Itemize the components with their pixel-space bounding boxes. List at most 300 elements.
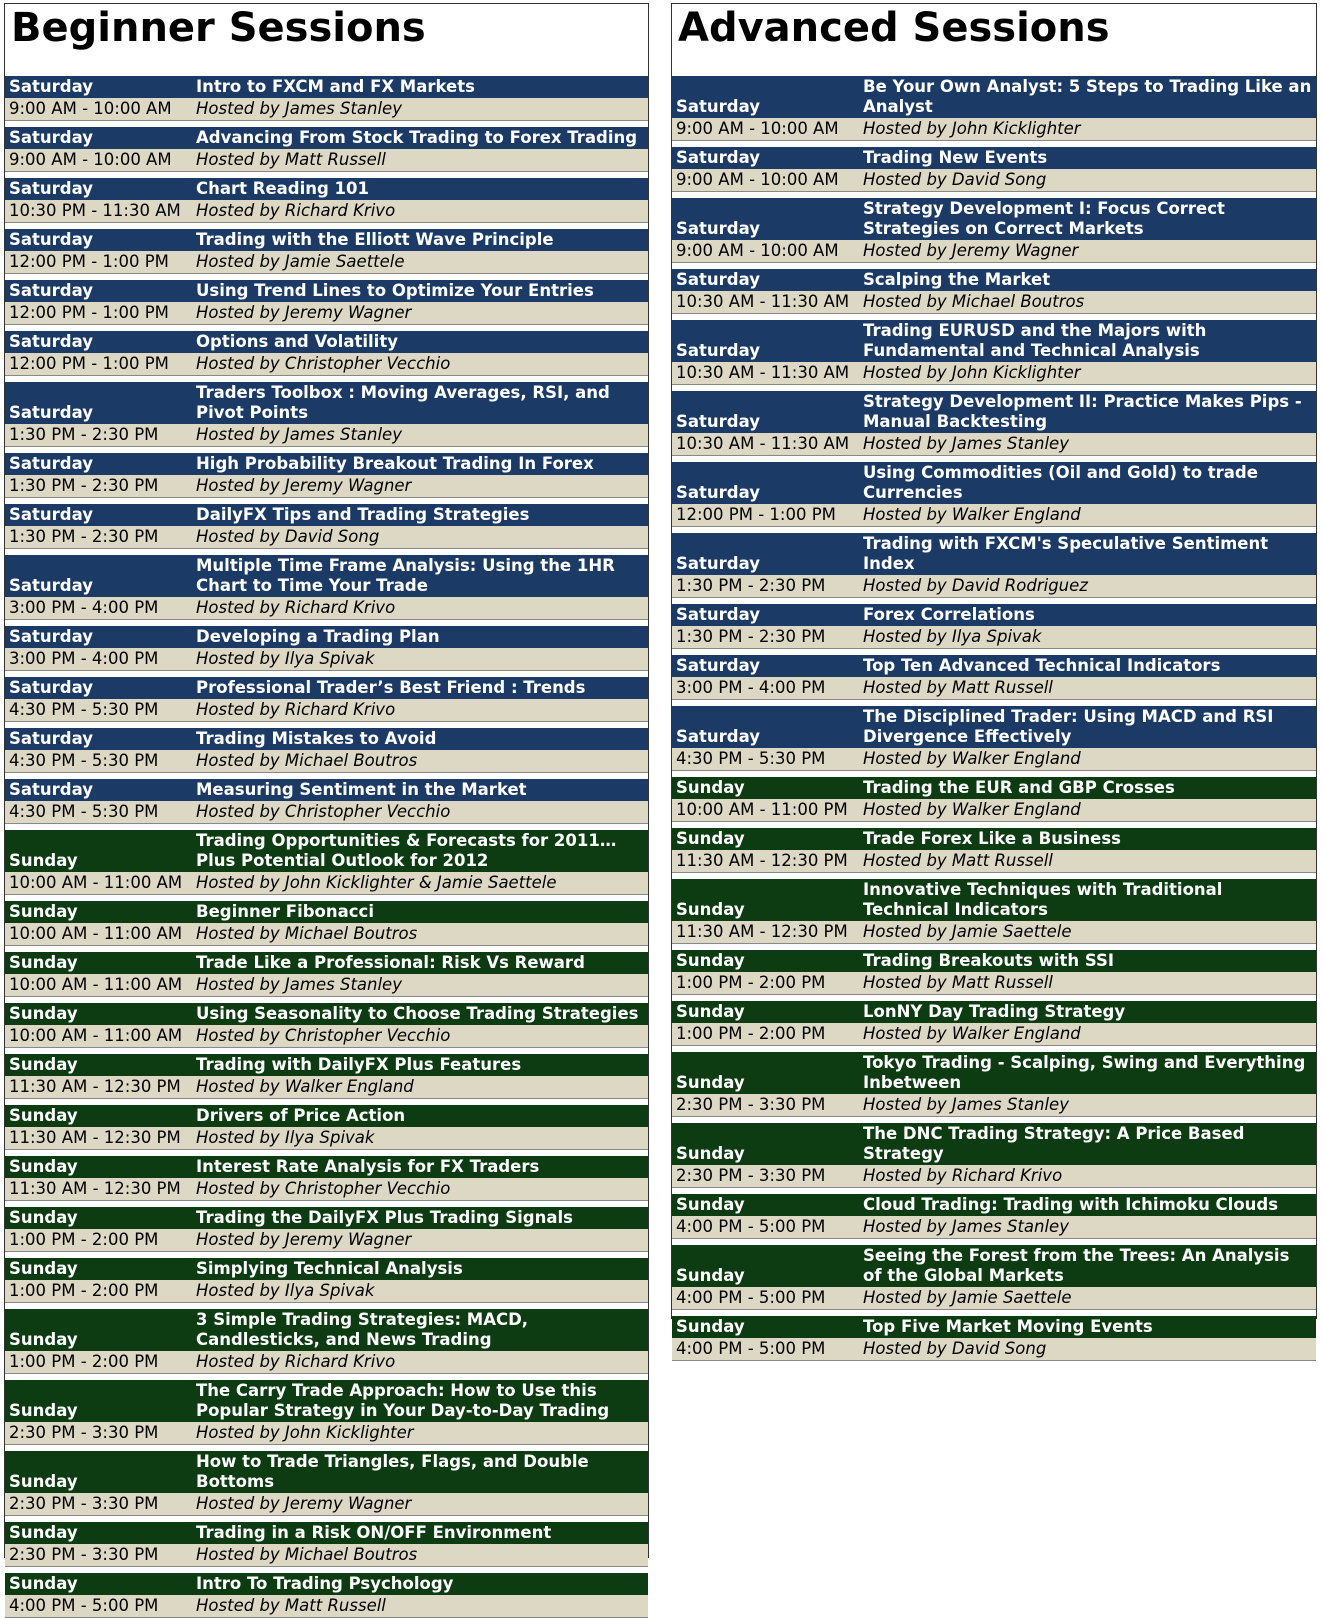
session-row <box>672 147 1316 192</box>
session-time: 1:30 PM - 2:30 PM <box>9 425 159 444</box>
session-time: 11:30 AM - 12:30 PM <box>676 922 848 941</box>
session-title: Options and Volatility <box>196 332 398 351</box>
session-time: 11:30 AM - 12:30 PM <box>676 851 848 870</box>
session-header <box>672 1194 1316 1216</box>
session-host: Hosted by Jeremy Wagner <box>196 1230 412 1249</box>
session-details <box>5 1229 648 1251</box>
session-title: Measuring Sentiment in the Market <box>196 780 527 799</box>
session-header <box>5 331 648 353</box>
session-day: Sunday <box>9 851 78 870</box>
session-details <box>5 475 648 497</box>
session-day: Sunday <box>9 1330 78 1349</box>
session-day: Sunday <box>676 829 745 848</box>
session-host: Hosted by Christopher Vecchio <box>196 1026 451 1045</box>
session-time: 4:00 PM - 5:00 PM <box>676 1217 826 1236</box>
session-time: 10:00 AM - 11:00 AM <box>9 873 183 892</box>
session-header <box>5 728 648 750</box>
session-details <box>672 850 1316 872</box>
session-host: Hosted by Jamie Saettele <box>196 252 405 271</box>
session-time: 2:30 PM - 3:30 PM <box>676 1166 826 1185</box>
session-header <box>672 533 1316 575</box>
session-day: Sunday <box>9 1472 78 1491</box>
session-day: Sunday <box>676 1266 745 1285</box>
session-day: Saturday <box>676 554 760 573</box>
session-host: Hosted by David Rodriguez <box>863 576 1088 595</box>
session-day: Sunday <box>9 1208 78 1227</box>
session-day: Sunday <box>9 1055 78 1074</box>
session-time: 1:00 PM - 2:00 PM <box>676 1024 826 1043</box>
session-day: Sunday <box>9 1401 78 1420</box>
session-row <box>672 391 1316 456</box>
session-row <box>5 229 648 274</box>
session-details <box>672 1023 1316 1045</box>
session-details <box>5 872 648 894</box>
session-time: 3:00 PM - 4:00 PM <box>676 678 826 697</box>
session-host: Hosted by Richard Krivo <box>863 1166 1063 1185</box>
session-day: Saturday <box>9 332 93 351</box>
session-details <box>5 1351 648 1373</box>
session-title: Top Five Market Moving Events <box>863 1317 1153 1336</box>
session-header <box>672 604 1316 626</box>
session-time: 2:30 PM - 3:30 PM <box>9 1494 159 1513</box>
session-details <box>5 1422 648 1444</box>
session-day: Saturday <box>9 627 93 646</box>
session-title: Trading with FXCM's Speculative Sentiment Index <box>863 534 1269 573</box>
session-row <box>672 879 1316 944</box>
session-details <box>5 149 648 171</box>
session-header <box>672 777 1316 799</box>
session-day: Saturday <box>676 412 760 431</box>
session-day: Saturday <box>9 454 93 473</box>
session-row <box>5 1309 648 1374</box>
session-details <box>672 433 1316 455</box>
session-title: Top Ten Advanced Technical Indicators <box>863 656 1221 675</box>
session-time: 12:00 PM - 1:00 PM <box>9 252 169 271</box>
session-title: Intro To Trading Psychology <box>196 1574 454 1593</box>
session-day: Saturday <box>676 727 760 746</box>
session-title: Be Your Own Analyst: 5 Steps to Trading Like an Analyst <box>863 77 1312 116</box>
session-time: 10:00 AM - 11:00 AM <box>9 975 183 994</box>
session-header <box>672 269 1316 291</box>
session-row <box>5 280 648 325</box>
session-time: 4:30 PM - 5:30 PM <box>9 802 159 821</box>
session-host: Hosted by Matt Russell <box>863 973 1053 992</box>
session-details <box>5 424 648 446</box>
session-host: Hosted by Matt Russell <box>196 1596 386 1615</box>
session-details <box>672 1287 1316 1309</box>
session-row <box>5 779 648 824</box>
session-details <box>5 750 648 772</box>
session-header <box>5 453 648 475</box>
session-details <box>672 748 1316 770</box>
session-details <box>5 1076 648 1098</box>
session-row <box>5 178 648 223</box>
session-day: Saturday <box>9 780 93 799</box>
session-row <box>5 1522 648 1567</box>
session-day: Sunday <box>676 1317 745 1336</box>
session-title: Trade Forex Like a Business <box>863 829 1122 848</box>
session-header <box>5 626 648 648</box>
session-details <box>5 1127 648 1149</box>
session-row <box>5 952 648 997</box>
session-details <box>672 677 1316 699</box>
session-day: Sunday <box>676 1073 745 1092</box>
session-day: Sunday <box>676 1195 745 1214</box>
session-title: Cloud Trading: Trading with Ichimoku Clouds <box>863 1195 1279 1214</box>
session-day: Sunday <box>9 1157 78 1176</box>
session-header <box>672 1245 1316 1287</box>
session-title: Trading the EUR and GBP Crosses <box>863 778 1175 797</box>
session-header <box>672 1001 1316 1023</box>
session-row <box>5 677 648 722</box>
session-row <box>5 1156 648 1201</box>
session-title: Trading the DailyFX Plus Trading Signals <box>196 1208 573 1227</box>
session-details <box>672 118 1316 140</box>
session-time: 2:30 PM - 3:30 PM <box>9 1545 159 1564</box>
session-day: Sunday <box>676 1002 745 1021</box>
session-host: Hosted by Michael Boutros <box>196 1545 418 1564</box>
session-row <box>672 604 1316 649</box>
session-header <box>5 1573 648 1595</box>
session-time: 4:00 PM - 5:00 PM <box>676 1339 826 1358</box>
session-details <box>5 353 648 375</box>
session-details <box>5 526 648 548</box>
session-header <box>5 504 648 526</box>
session-title: Beginner Fibonacci <box>196 902 374 921</box>
session-details <box>672 169 1316 191</box>
session-time: 2:30 PM - 3:30 PM <box>676 1095 826 1114</box>
session-header <box>672 655 1316 677</box>
session-host: Hosted by Ilya Spivak <box>196 1128 375 1147</box>
session-day: Sunday <box>676 1144 745 1163</box>
session-time: 3:00 PM - 4:00 PM <box>9 649 159 668</box>
session-row <box>672 1001 1316 1046</box>
session-host: Hosted by Michael Boutros <box>196 924 418 943</box>
session-day: Sunday <box>9 953 78 972</box>
session-host: Hosted by Matt Russell <box>863 851 1053 870</box>
session-details <box>672 240 1316 262</box>
session-details <box>5 200 648 222</box>
session-header <box>5 1309 648 1351</box>
session-time: 1:00 PM - 2:00 PM <box>9 1230 159 1249</box>
session-details <box>5 597 648 619</box>
session-host: Hosted by Ilya Spivak <box>196 1281 375 1300</box>
session-title: Using Commodities (Oil and Gold) to trade Currencies <box>863 463 1258 502</box>
session-row <box>672 706 1316 771</box>
session-day: Saturday <box>9 678 93 697</box>
session-header <box>5 127 648 149</box>
session-details <box>672 1216 1316 1238</box>
session-time: 3:00 PM - 4:00 PM <box>9 598 159 617</box>
session-title: Traders Toolbox : Moving Averages, RSI, and Pivot Points <box>196 383 610 422</box>
session-time: 11:30 AM - 12:30 PM <box>9 1128 181 1147</box>
session-time: 9:00 AM - 10:00 AM <box>9 99 172 118</box>
session-host: Hosted by Walker England <box>863 749 1081 768</box>
session-details <box>672 799 1316 821</box>
advanced-session-list <box>672 76 1316 1361</box>
session-header <box>5 952 648 974</box>
session-time: 1:30 PM - 2:30 PM <box>9 527 159 546</box>
session-title: Multiple Time Frame Analysis: Using the 1HR Chart to Time Your Trade <box>196 556 615 595</box>
session-row <box>5 127 648 172</box>
session-time: 9:00 AM - 10:00 AM <box>9 150 172 169</box>
session-header <box>5 779 648 801</box>
session-details <box>672 1165 1316 1187</box>
beginner-session-list <box>5 76 648 1618</box>
session-title: Trading Opportunities & Forecasts for 2011…Plus Potential Outlook for 2012 <box>196 831 617 870</box>
session-row <box>5 382 648 447</box>
session-details <box>5 251 648 273</box>
session-title: 3 Simple Trading Strategies: MACD, Candlesticks, and News Trading <box>196 1310 529 1349</box>
session-host: Hosted by Ilya Spivak <box>196 649 375 668</box>
session-details <box>5 801 648 823</box>
session-details <box>672 291 1316 313</box>
session-day: Saturday <box>9 729 93 748</box>
session-day: Saturday <box>676 148 760 167</box>
session-row <box>5 331 648 376</box>
session-header <box>5 901 648 923</box>
session-day: Saturday <box>676 483 760 502</box>
session-title: Advancing From Stock Trading to Forex Trading <box>196 128 638 147</box>
advanced-sessions-title: Advanced Sessions <box>678 5 1110 51</box>
session-title: Strategy Development II: Practice Makes Pips - Manual Backtesting <box>863 392 1302 431</box>
session-title: Professional Trader’s Best Friend : Trends <box>196 678 586 697</box>
session-title: Simplying Technical Analysis <box>196 1259 463 1278</box>
session-details <box>672 626 1316 648</box>
session-time: 10:30 AM - 11:30 AM <box>676 292 850 311</box>
session-time: 10:00 AM - 11:00 AM <box>9 924 183 943</box>
session-time: 2:30 PM - 3:30 PM <box>9 1423 159 1442</box>
session-header <box>5 1054 648 1076</box>
session-header <box>5 178 648 200</box>
session-row <box>5 1207 648 1252</box>
session-details <box>672 362 1316 384</box>
session-row <box>5 1003 648 1048</box>
session-details <box>672 972 1316 994</box>
session-header <box>5 382 648 424</box>
session-header <box>672 198 1316 240</box>
session-host: Hosted by James Stanley <box>196 425 402 444</box>
advanced-sessions-panel <box>671 3 1317 1358</box>
session-header <box>5 229 648 251</box>
session-title: LonNY Day Trading Strategy <box>863 1002 1126 1021</box>
session-title: Tokyo Trading - Scalping, Swing and Everything Inbetween <box>863 1053 1306 1092</box>
session-row <box>672 1316 1316 1361</box>
session-day: Sunday <box>9 902 78 921</box>
session-title: Trading EURUSD and the Majors with Fundamental and Technical Analysis <box>863 321 1207 360</box>
session-header <box>672 879 1316 921</box>
session-row <box>5 626 648 671</box>
session-row <box>672 533 1316 598</box>
session-header <box>5 1258 648 1280</box>
session-time: 1:30 PM - 2:30 PM <box>676 627 826 646</box>
session-title: Interest Rate Analysis for FX Traders <box>196 1157 540 1176</box>
session-day: Sunday <box>9 1259 78 1278</box>
session-day: Saturday <box>9 77 93 96</box>
session-header <box>5 830 648 872</box>
session-day: Sunday <box>9 1523 78 1542</box>
session-title: The Disciplined Trader: Using MACD and RSI Divergence Effectively <box>863 707 1274 746</box>
session-header <box>5 1003 648 1025</box>
session-title: Using Seasonality to Choose Trading Strategies <box>196 1004 639 1023</box>
session-host: Hosted by John Kicklighter <box>863 363 1081 382</box>
session-host: Hosted by John Kicklighter <box>196 1423 414 1442</box>
session-title: High Probability Breakout Trading In Forex <box>196 454 594 473</box>
session-host: Hosted by James Stanley <box>863 434 1069 453</box>
session-time: 12:00 PM - 1:00 PM <box>676 505 836 524</box>
session-day: Saturday <box>9 505 93 524</box>
session-time: 11:30 AM - 12:30 PM <box>9 1179 181 1198</box>
session-day: Saturday <box>9 230 93 249</box>
session-details <box>5 974 648 996</box>
session-title: Seeing the Forest from the Trees: An Analysis of the Global Markets <box>863 1246 1290 1285</box>
session-host: Hosted by James Stanley <box>196 99 402 118</box>
session-time: 4:30 PM - 5:30 PM <box>9 700 159 719</box>
session-time: 1:00 PM - 2:00 PM <box>9 1281 159 1300</box>
session-details <box>5 648 648 670</box>
session-row <box>672 462 1316 527</box>
session-title: Intro to FXCM and FX Markets <box>196 77 475 96</box>
session-row <box>672 1123 1316 1188</box>
session-row <box>5 76 648 121</box>
session-title: DailyFX Tips and Trading Strategies <box>196 505 530 524</box>
session-header <box>5 1207 648 1229</box>
session-header <box>5 1105 648 1127</box>
session-header <box>672 1052 1316 1094</box>
session-time: 4:00 PM - 5:00 PM <box>9 1596 159 1615</box>
session-title: Trading New Events <box>863 148 1048 167</box>
session-host: Hosted by Jeremy Wagner <box>863 241 1079 260</box>
session-header <box>5 1380 648 1422</box>
session-title: Forex Correlations <box>863 605 1035 624</box>
session-time: 9:00 AM - 10:00 AM <box>676 241 839 260</box>
session-row <box>5 901 648 946</box>
session-details <box>5 1595 648 1617</box>
session-title: Drivers of Price Action <box>196 1106 406 1125</box>
session-details <box>5 1493 648 1515</box>
session-row <box>672 777 1316 822</box>
session-row <box>672 1245 1316 1310</box>
session-host: Hosted by David Song <box>863 170 1047 189</box>
session-host: Hosted by James Stanley <box>196 975 402 994</box>
session-header <box>672 391 1316 433</box>
session-title: Trading in a Risk ON/OFF Environment <box>196 1523 552 1542</box>
session-time: 1:00 PM - 2:00 PM <box>676 973 826 992</box>
session-host: Hosted by Walker England <box>863 800 1081 819</box>
session-host: Hosted by David Song <box>196 527 380 546</box>
session-day: Saturday <box>9 576 93 595</box>
session-header <box>672 462 1316 504</box>
session-host: Hosted by Jamie Saettele <box>863 922 1072 941</box>
session-header <box>5 1451 648 1493</box>
session-title: The Carry Trade Approach: How to Use this Popular Strategy in Your Day-to-Day Trading <box>196 1381 610 1420</box>
session-header <box>5 1522 648 1544</box>
session-header <box>672 828 1316 850</box>
session-host: Hosted by James Stanley <box>863 1217 1069 1236</box>
session-day: Saturday <box>676 656 760 675</box>
session-day: Saturday <box>676 341 760 360</box>
session-row <box>672 269 1316 314</box>
session-host: Hosted by Richard Krivo <box>196 598 396 617</box>
session-host: Hosted by Jeremy Wagner <box>196 1494 412 1513</box>
session-host: Hosted by Jamie Saettele <box>863 1288 1072 1307</box>
session-host: Hosted by James Stanley <box>863 1095 1069 1114</box>
session-day: Sunday <box>9 1574 78 1593</box>
session-title: The DNC Trading Strategy: A Price Based Strategy <box>863 1124 1245 1163</box>
session-host: Hosted by Ilya Spivak <box>863 627 1042 646</box>
session-host: Hosted by Michael Boutros <box>196 751 418 770</box>
session-host: Hosted by Christopher Vecchio <box>196 354 451 373</box>
session-row <box>672 76 1316 141</box>
session-details <box>5 1025 648 1047</box>
session-title: Trading Mistakes to Avoid <box>196 729 437 748</box>
session-host: Hosted by Walker England <box>196 1077 414 1096</box>
session-day: Saturday <box>9 128 93 147</box>
session-day: Sunday <box>676 951 745 970</box>
session-day: Saturday <box>676 219 760 238</box>
session-row <box>672 655 1316 700</box>
session-day: Saturday <box>9 281 93 300</box>
session-day: Sunday <box>676 778 745 797</box>
session-row <box>5 728 648 773</box>
session-host: Hosted by Richard Krivo <box>196 700 396 719</box>
session-time: 12:00 PM - 1:00 PM <box>9 354 169 373</box>
session-details <box>672 1338 1316 1360</box>
session-time: 9:00 AM - 10:00 AM <box>676 170 839 189</box>
session-host: Hosted by John Kicklighter <box>863 119 1081 138</box>
session-time: 11:30 AM - 12:30 PM <box>9 1077 181 1096</box>
session-details <box>5 1544 648 1566</box>
session-row <box>5 1451 648 1516</box>
session-header <box>672 320 1316 362</box>
session-host: Hosted by Christopher Vecchio <box>196 1179 451 1198</box>
session-header <box>672 950 1316 972</box>
session-details <box>672 1094 1316 1116</box>
session-header <box>672 1316 1316 1338</box>
session-header <box>672 76 1316 118</box>
session-time: 9:00 AM - 10:00 AM <box>676 119 839 138</box>
session-time: 4:00 PM - 5:00 PM <box>676 1288 826 1307</box>
session-details <box>5 1178 648 1200</box>
session-header <box>5 1156 648 1178</box>
session-host: Hosted by Walker England <box>863 1024 1081 1043</box>
session-host: Hosted by Jeremy Wagner <box>196 476 412 495</box>
session-details <box>5 923 648 945</box>
session-time: 10:00 AM - 11:00 PM <box>676 800 848 819</box>
session-day: Saturday <box>676 97 760 116</box>
session-time: 10:00 AM - 11:00 AM <box>9 1026 183 1045</box>
session-title: Trade Like a Professional: Risk Vs Reward <box>196 953 585 972</box>
session-host: Hosted by Richard Krivo <box>196 1352 396 1371</box>
session-row <box>5 555 648 620</box>
session-row <box>5 1054 648 1099</box>
session-time: 1:30 PM - 2:30 PM <box>676 576 826 595</box>
session-row <box>672 1194 1316 1239</box>
session-title: How to Trade Triangles, Flags, and Double Bottoms <box>196 1452 589 1491</box>
session-time: 10:30 AM - 11:30 AM <box>676 434 850 453</box>
session-row <box>672 950 1316 995</box>
session-host: Hosted by David Song <box>863 1339 1047 1358</box>
session-row <box>5 1380 648 1445</box>
session-details <box>672 921 1316 943</box>
session-header <box>672 706 1316 748</box>
session-time: 12:00 PM - 1:00 PM <box>9 303 169 322</box>
session-time: 4:30 PM - 5:30 PM <box>9 751 159 770</box>
session-details <box>672 575 1316 597</box>
session-details <box>5 98 648 120</box>
session-header <box>672 147 1316 169</box>
session-title: Using Trend Lines to Optimize Your Entries <box>196 281 594 300</box>
